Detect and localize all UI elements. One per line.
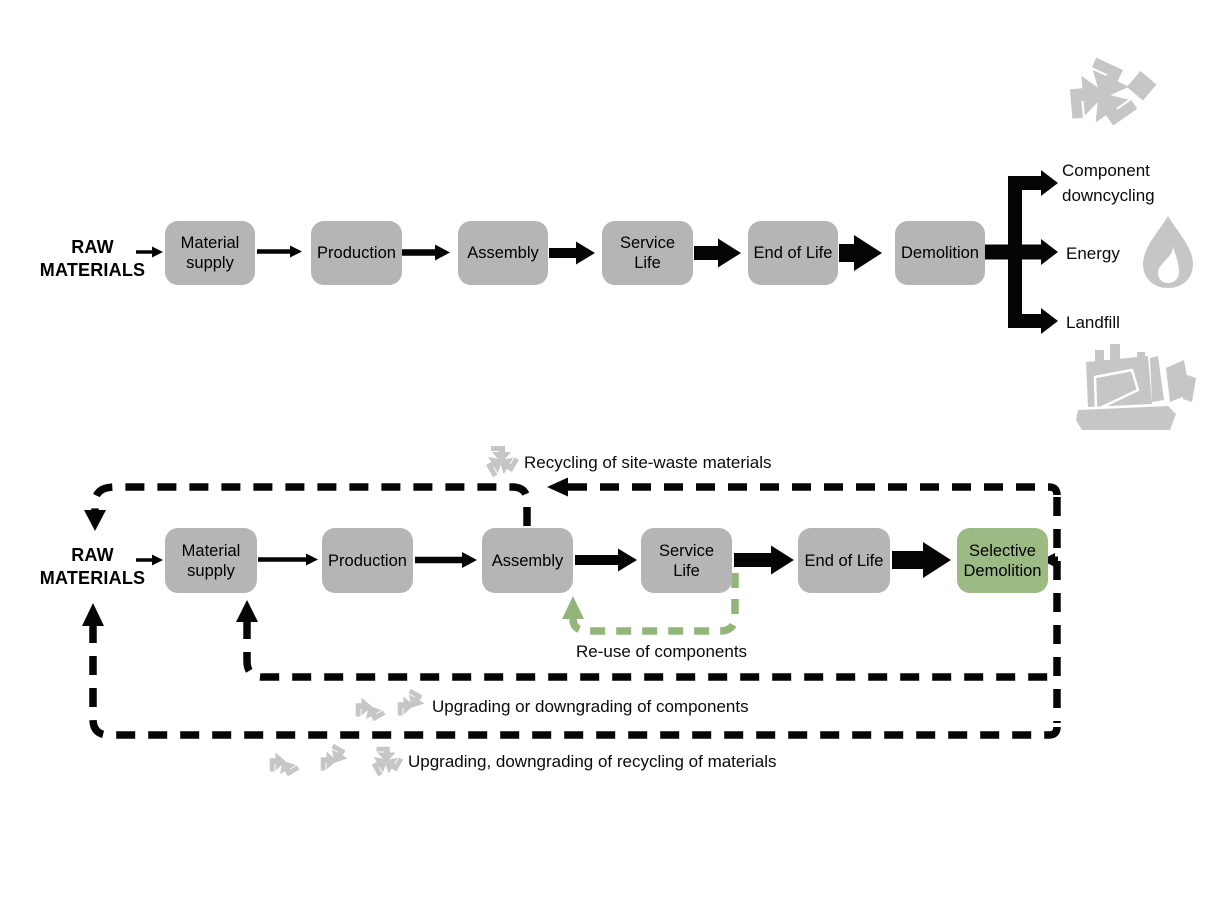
loop-reuse-arrowhead [562,596,584,619]
loop-site-waste-down-arrowhead [84,510,106,531]
arrow-assembly-to-service-life [549,242,595,265]
loop-site-waste-from-demolition [568,487,1057,495]
label-energy: Energy [1066,244,1120,263]
recycling-icon-components-2 [398,689,428,716]
arrow-production-to-assembly [402,245,450,261]
bulldozer-icon [1076,344,1196,430]
box-label: Material supply [181,541,241,580]
box-label: End of Life [753,244,833,262]
box-end-of-life-top [748,221,838,285]
label-component-downcycling: Component downcycling [1062,161,1155,205]
arrow-material-supply-to-production [257,246,302,258]
box-assembly-bottom [482,528,573,593]
recycling-icon-materials-2 [321,744,351,771]
box-label: Service Life [619,234,676,272]
box-assembly-top [458,221,548,285]
raw-materials-label-bottom: RAW MATERIALS [39,545,146,588]
arrow-service-life-to-end-of-life-2 [734,546,794,575]
broken-recycling-icon [1069,58,1157,133]
box-material-supply-top [165,221,255,285]
box-production-top [311,221,402,285]
arrow-assembly-to-service-life-2 [575,549,637,572]
label-landfill: Landfill [1066,313,1120,332]
recycling-icon-materials-1 [270,753,300,780]
recycling-icon-components-1 [356,698,386,725]
box-label: Production [328,551,407,570]
box-label: Demolition [901,244,979,262]
label-recycling-site-waste: Recycling of site-waste materials [524,453,772,472]
box-material-supply-bottom [165,528,257,593]
arrow-production-to-assembly-2 [415,552,477,568]
raw-materials-label-top: RAW MATERIALS [39,237,146,280]
selective-demolition-stub [1050,557,1058,564]
label-reuse-of-components: Re-use of components [576,642,748,661]
box-label: Assembly [491,551,564,570]
box-label: End of Life [804,551,884,570]
arrow-end-of-life-to-demolition [839,235,882,271]
loop-site-waste-to-raw [95,487,527,526]
arrow-end-of-life-to-selective-demolition [892,542,951,578]
recycling-icon-materials-3 [369,747,403,777]
box-label: Production [317,244,396,262]
box-end-of-life-bottom [798,528,890,593]
box-label: Assembly [467,244,539,262]
loop-site-waste-left-arrowhead [547,478,568,497]
box-label: Material supply [180,234,240,272]
box-production-bottom [322,528,413,593]
label-upgrading-components: Upgrading or downgrading of components [432,697,749,716]
box-service-life-top [602,221,693,285]
box-demolition [895,221,985,285]
label-upgrading-materials: Upgrading, downgrading of recycling of materials [408,752,777,771]
box-label: Service Life [658,541,715,580]
box-selective-demolition [957,528,1048,593]
arrow-material-supply-to-production-2 [258,554,318,566]
box-service-life-bottom [641,528,732,593]
loop-components-arrowhead [236,600,258,622]
flame-icon [1143,216,1193,288]
recycling-icon-site-waste [483,446,519,477]
arrow-service-life-to-end-of-life [694,239,741,268]
loop-materials-arrowhead [82,603,104,626]
box-label: Selective Demolition [963,541,1042,580]
